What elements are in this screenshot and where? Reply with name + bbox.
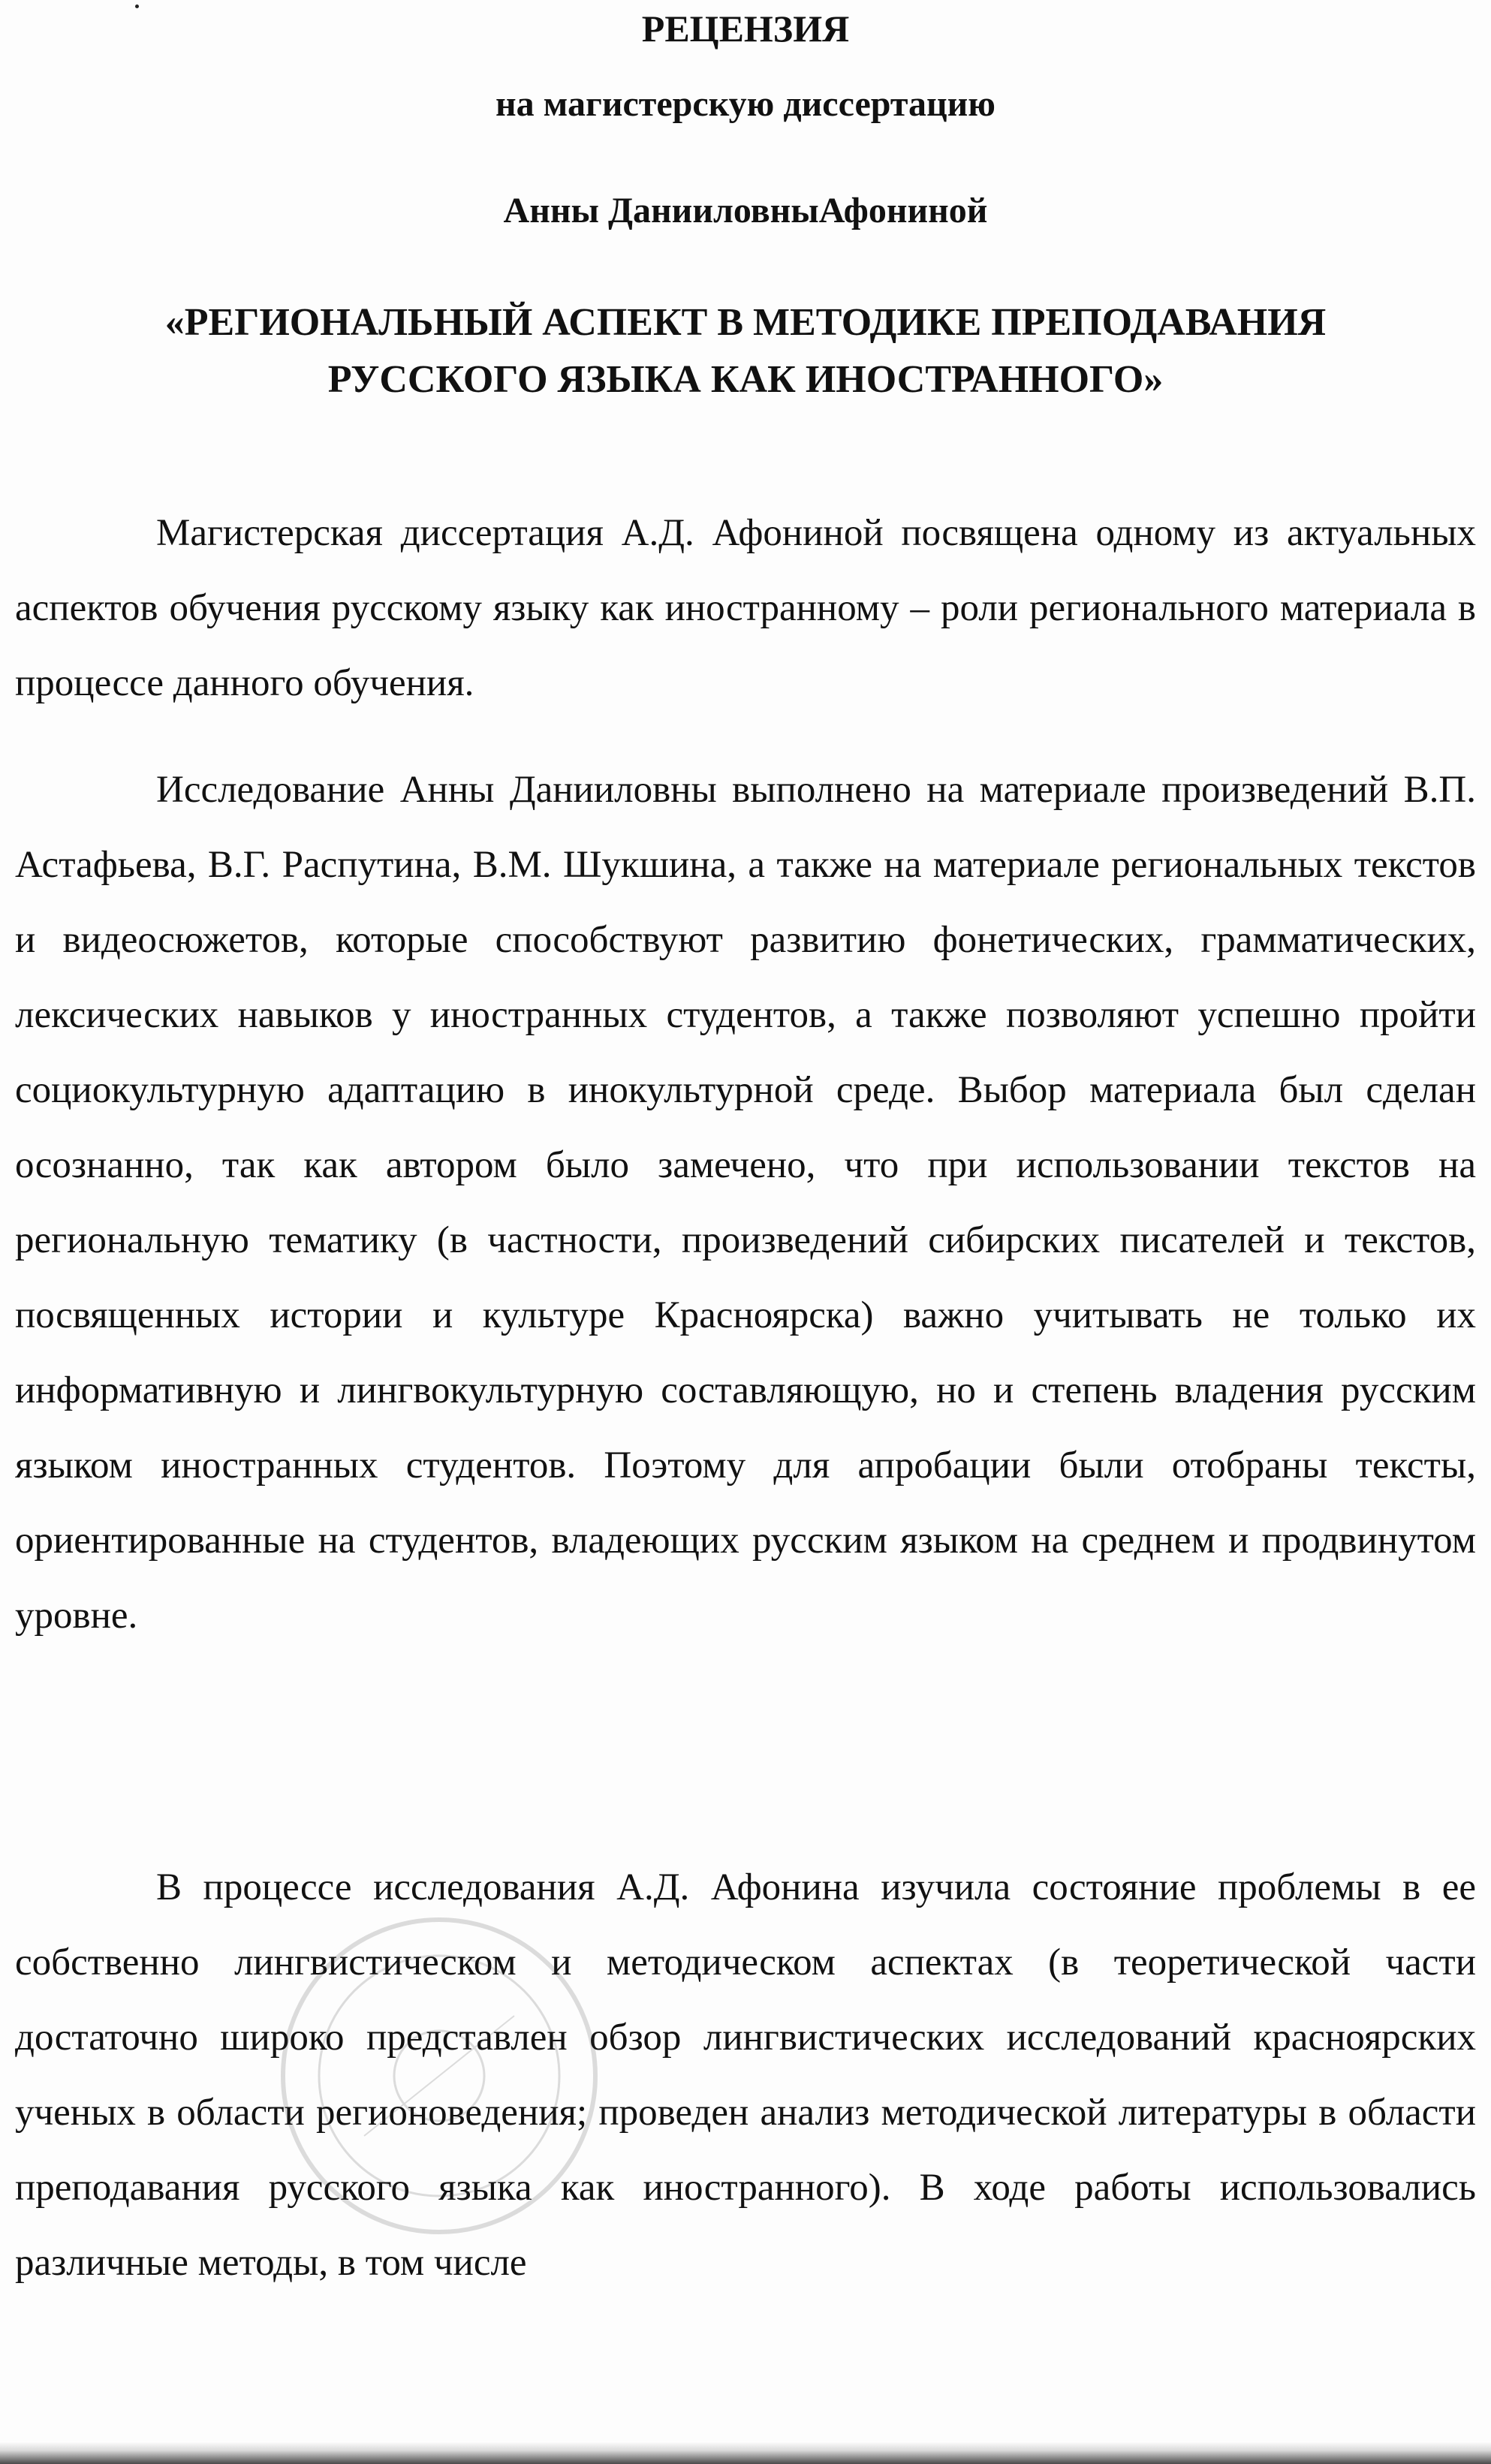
thesis-topic — [0, 294, 1491, 408]
document-subtitle: на магистерскую диссертацию — [495, 84, 996, 124]
author-name: Анны ДанииловныАфониной — [503, 191, 988, 230]
document-title: РЕЦЕНЗИЯ — [641, 8, 850, 50]
paragraph-1: Магистерская диссертация А.Д. Афониной посвящена одному из актуальных аспектов обучения русскому языку как иностранному – роли регионального материала в процессе данного обучения. — [15, 512, 1476, 704]
thesis-topic-line-1: «РЕГИОНАЛЬНЫЙ АСПЕКТ В МЕТОДИКЕ ПРЕПОДАВАНИЯ — [164, 301, 1327, 344]
paragraph-2: Исследование Анны Данииловны выполнено на материале произведений В.П. Астафьева, В.Г. Распутина, В.М. Шукшина, а также на материале региональных текстов и видеосюжетов, которые способствуют развитию фонетических, грамматических, лексических навыков у иностранных студентов, а также позволяют успешно пройти социокультурную адаптацию в инокультурной среде. Выбор материала был сделан осознанно, так как автором было замечено, что при использовании текстов на региональную тематику (в частности, произведений сибирских писателей и текстов, посвященных истории и культуре Красноярска) важно учитывать не только их информативную и лингвокультурную составляющую, но и степень владения русским языком иностранных студентов. Поэтому для апробации были отобраны тексты, ориентированные на студентов, владеющих русским языком на среднем и продвинутом уровне. — [15, 769, 1476, 1637]
thesis-topic-line-2: РУССКОГО ЯЗЫКА КАК ИНОСТРАННОГО» — [327, 358, 1164, 401]
paragraph-3: В процессе исследования А.Д. Афонина изучила состояние проблемы в ее собственно лингвистическом и методическом аспектах (в теоретической части достаточно широко представлен обзор лингвистических исследований красноярских ученых в области регионоведения; проведен анализ методической литературы в области преподавания русского языка как иностранного). В ходе работы использовались различные методы, в том числе — [15, 1866, 1476, 2284]
scan-bottom-edge — [0, 2441, 1491, 2464]
